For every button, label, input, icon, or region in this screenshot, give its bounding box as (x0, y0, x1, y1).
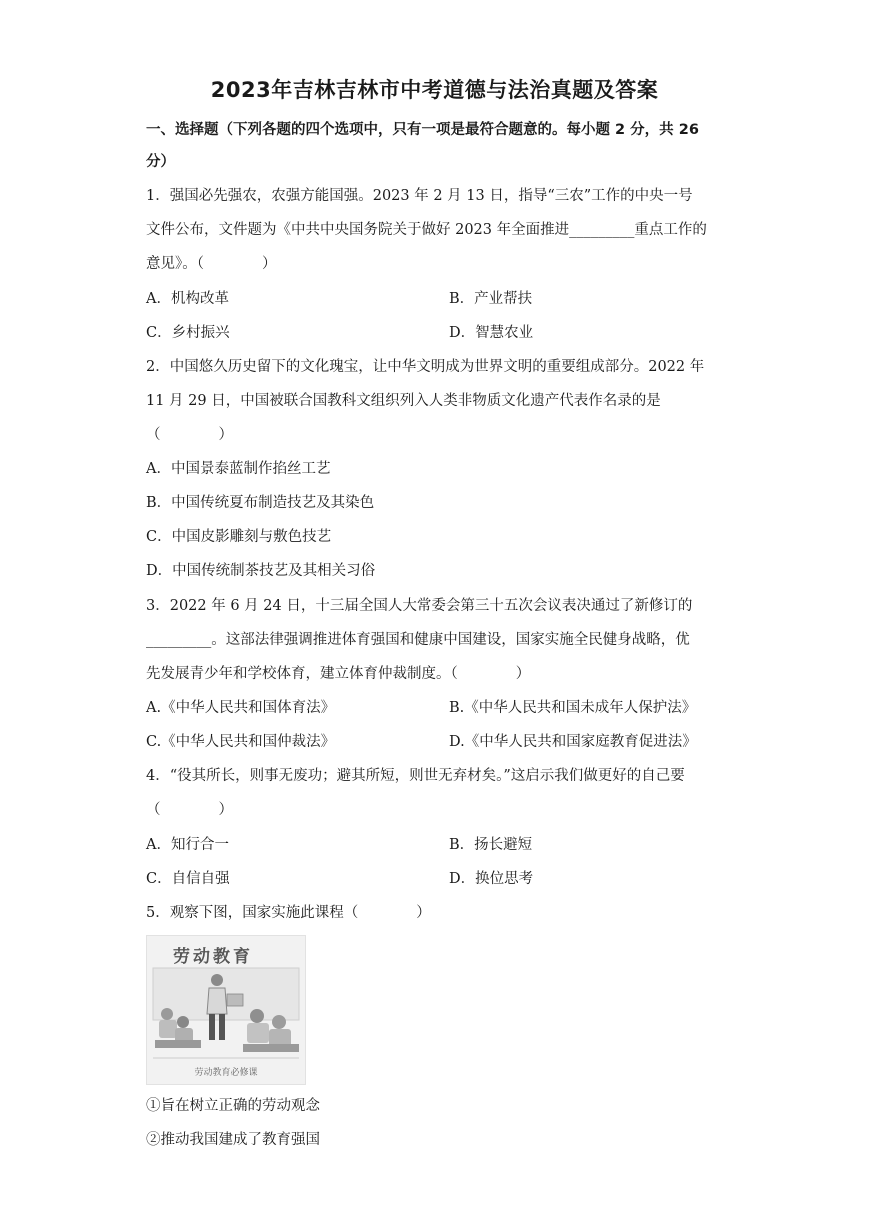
q4-option-a: A．知行合一 (146, 837, 229, 853)
q4-option-b: B．扬长避短 (449, 837, 533, 853)
q5-statement-2: ②推动我国建成了教育强国 (146, 1132, 320, 1148)
section-heading-line2: 分） (146, 154, 175, 170)
q1-option-d: D．智慧农业 (449, 325, 534, 341)
q2-option-c: C．中国皮影雕刻与敷色技艺 (146, 529, 332, 545)
q1-line1: 1．强国必先强农，农强方能国强。2023 年 2 月 13 日，指导“三农”工作的中央一号 (146, 188, 693, 204)
q2-option-a: A．中国景泰蓝制作掐丝工艺 (146, 461, 331, 477)
q2-line1: 2．中国悠久历史留下的文化瑰宝，让中华文明成为世界文明的重要组成部分。2022 年 (146, 359, 705, 375)
q3-line1: 3．2022 年 6 月 24 日，十三届全国人大常委会第三十五次会议表决通过了新修订的 (146, 598, 693, 614)
q3-option-c: C.《中华人民共和国仲裁法》 (146, 734, 336, 750)
q1-option-b: B．产业帮扶 (449, 291, 533, 307)
q3-line2: _________。这部法律强调推进体育强国和健康中国建设，国家实施全民健身战略，优 (146, 632, 690, 648)
q4-option-c: C．自信自强 (146, 871, 230, 887)
classroom-illustration (147, 936, 305, 1084)
q1-option-a: A．机构改革 (146, 291, 229, 307)
q1-line2: 文件公布，文件题为《中共中央国务院关于做好 2023 年全面推进_________重点工作的 (146, 222, 707, 238)
q2-option-b: B．中国传统夏布制造技艺及其染色 (146, 495, 375, 511)
q2-line2: 11 月 29 日，中国被联合国教科文组织列入人类非物质文化遗产代表作名录的是 (146, 393, 661, 409)
q4-line1: 4．“役其所长，则事无废功；避其所短，则世无弃材矣。”这启示我们做更好的自己要 (146, 768, 685, 784)
figure-caption: 劳动教育必修课 (194, 1068, 258, 1078)
q3-option-a: A.《中华人民共和国体育法》 (146, 700, 336, 716)
page-title: 2023年吉林吉林市中考道德与法治真题及答案 (210, 78, 659, 102)
q2-option-d: D．中国传统制茶技艺及其相关习俗 (146, 563, 376, 579)
q1-option-c: C．乡村振兴 (146, 325, 230, 341)
q4-line2: （ ） (146, 802, 233, 818)
q3-option-b: B.《中华人民共和国未成年人保护法》 (449, 700, 697, 716)
labor-education-figure (146, 935, 306, 1085)
figure-title: 劳动教育 (173, 947, 253, 967)
q5-line1: 5．观察下图，国家实施此课程（ ） (146, 905, 431, 921)
q2-line3: （ ） (146, 427, 233, 443)
q3-line3: 先发展青少年和学校体育，建立体育仲裁制度。（ ） (146, 666, 531, 682)
q3-option-d: D.《中华人民共和国家庭教育促进法》 (449, 734, 697, 750)
q1-line3: 意见》。（ ） (146, 256, 277, 272)
section-heading-line1: 一、选择题（下列各题的四个选项中，只有一项是最符合题意的。每小题 2 分，共 26 (146, 122, 699, 138)
q5-statement-1: ①旨在树立正确的劳动观念 (146, 1098, 320, 1114)
q4-option-d: D．换位思考 (449, 871, 534, 887)
